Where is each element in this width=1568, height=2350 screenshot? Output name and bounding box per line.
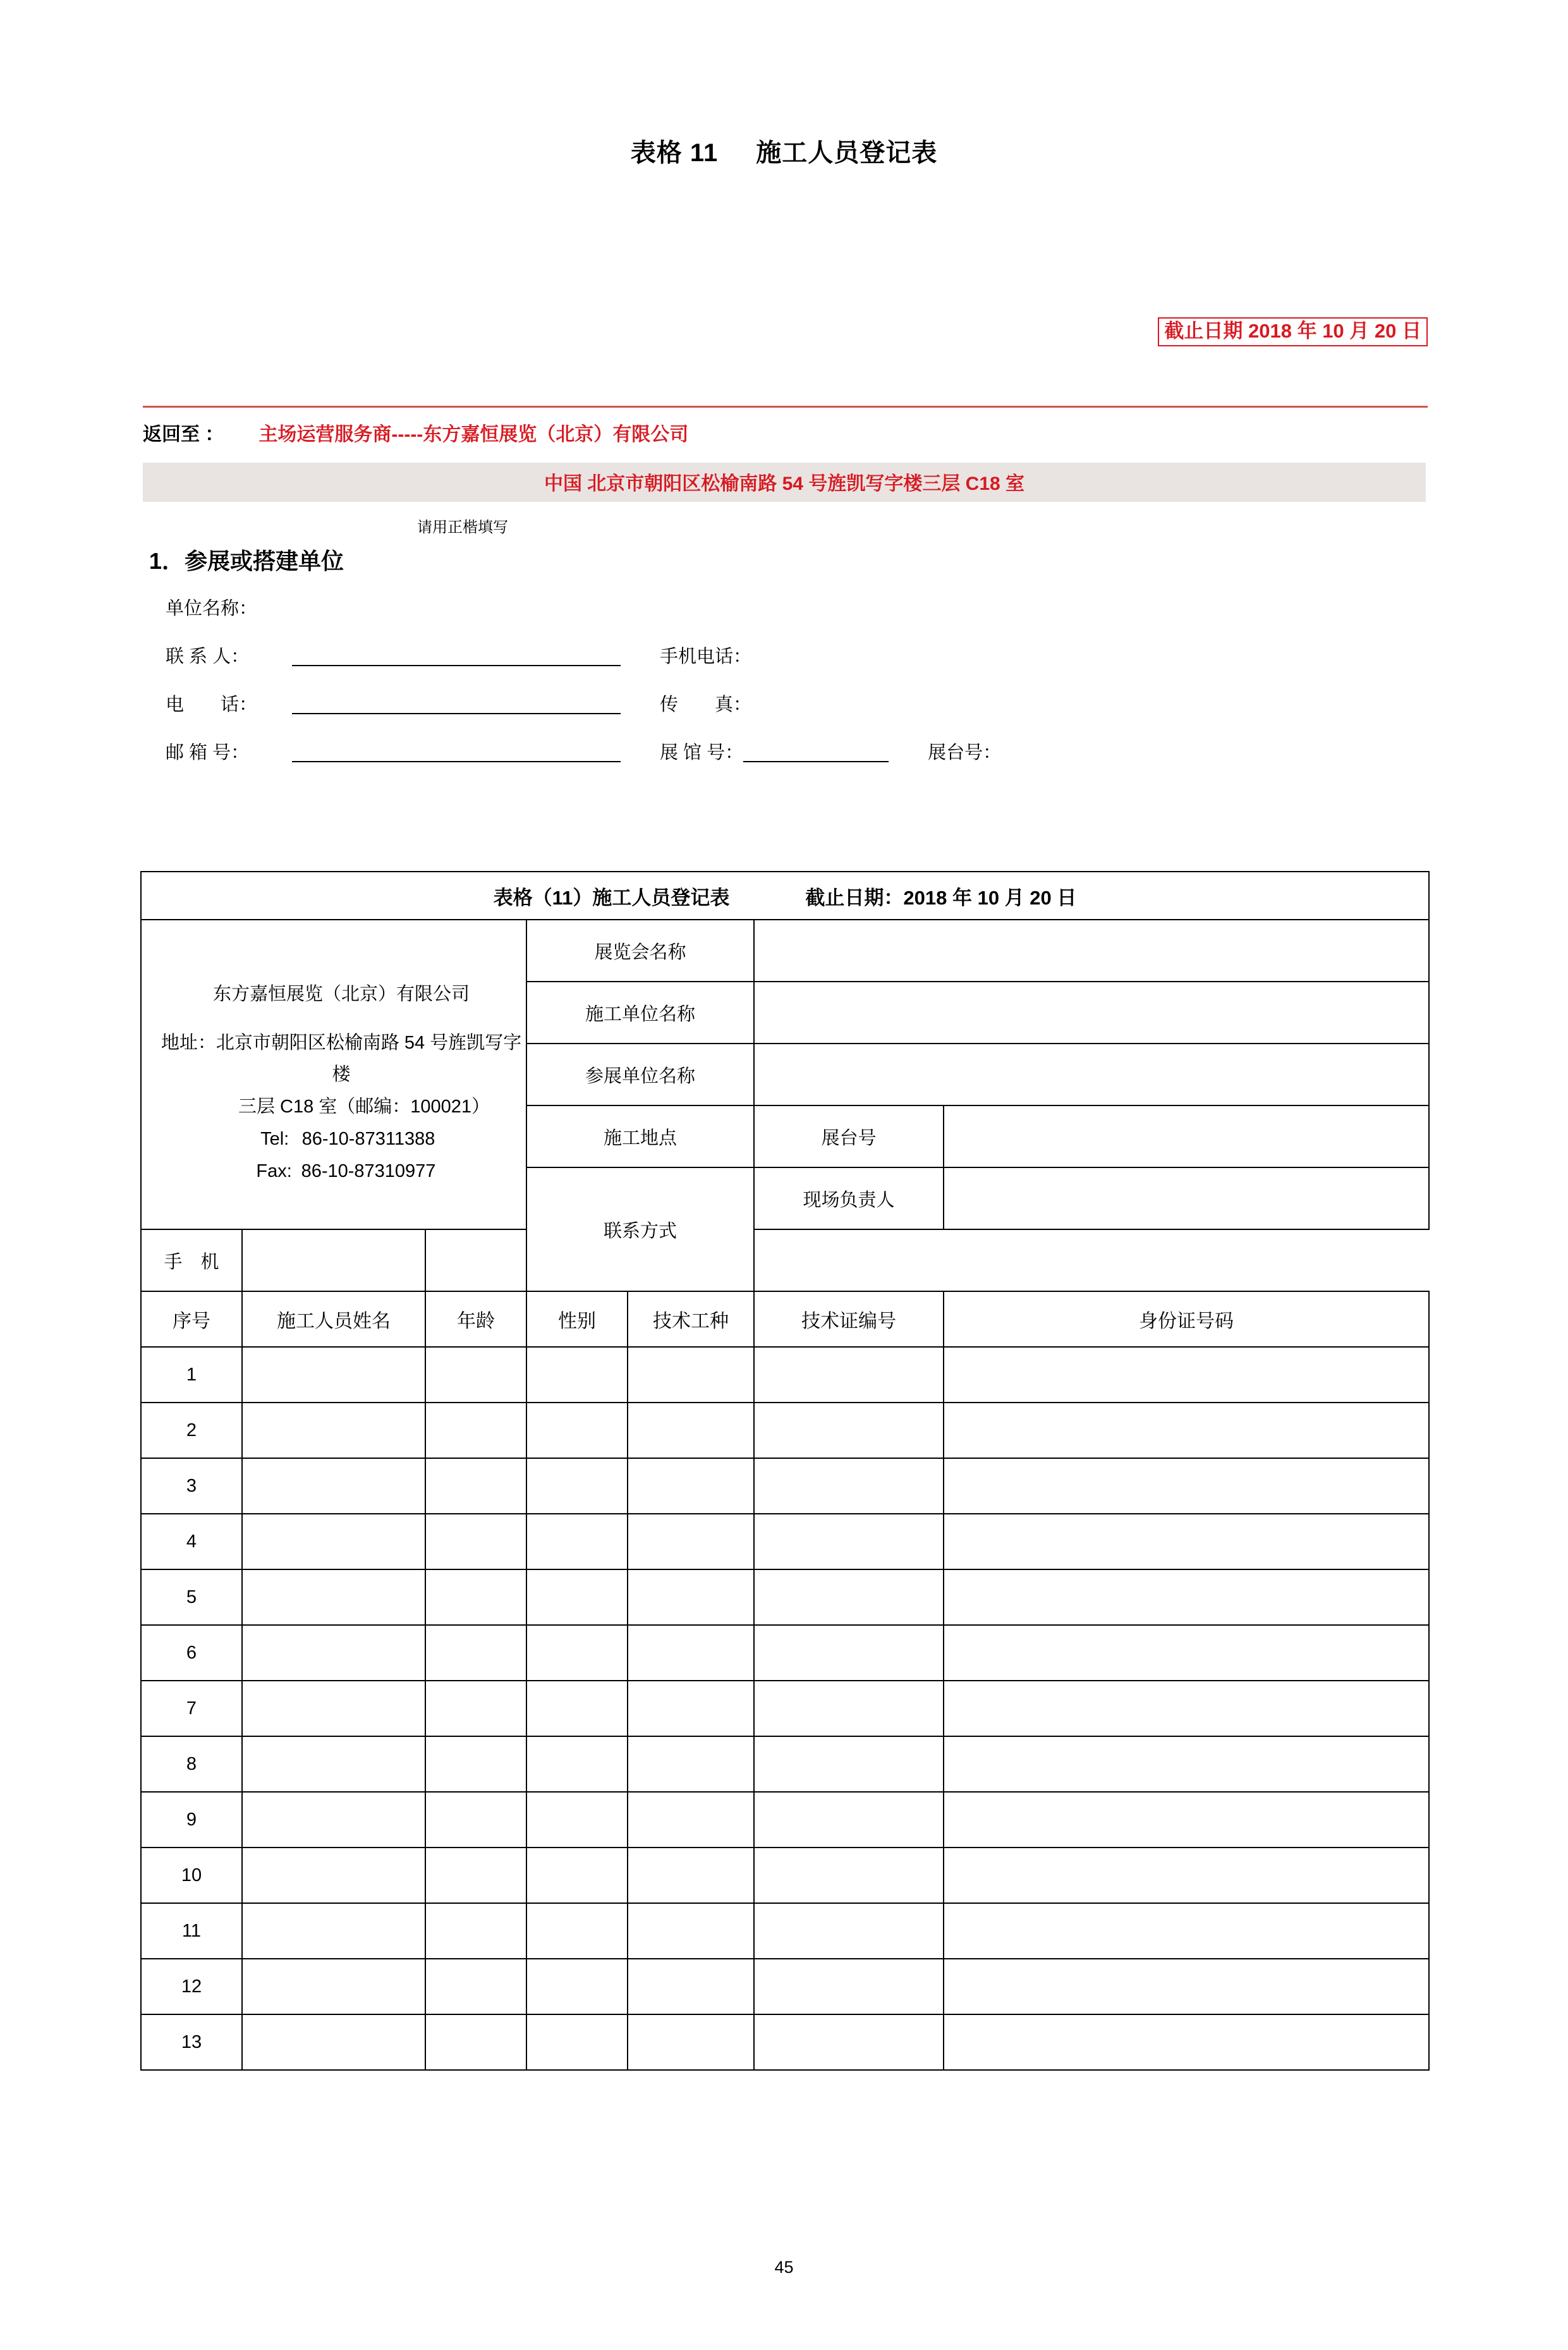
cell-age[interactable] xyxy=(425,1458,526,1514)
cell-gender[interactable] xyxy=(526,1848,628,1903)
row-no: 5 xyxy=(141,1569,242,1625)
input-email[interactable] xyxy=(292,740,621,762)
col-header-no: 序号 xyxy=(141,1291,242,1347)
company-fax-line xyxy=(157,1155,526,1188)
cell-age[interactable] xyxy=(425,1403,526,1458)
cell-name[interactable] xyxy=(242,1347,425,1403)
table-row xyxy=(141,1347,1429,1403)
cell-trade[interactable] xyxy=(628,1736,754,1792)
cell-gender[interactable] xyxy=(526,1569,628,1625)
table-row xyxy=(141,1681,1429,1736)
info-row-exhibition xyxy=(141,920,1429,982)
input-booth-no[interactable] xyxy=(944,1105,1429,1167)
cell-gender[interactable] xyxy=(526,1792,628,1848)
cell-id[interactable] xyxy=(944,1736,1429,1792)
cell-id[interactable] xyxy=(944,2014,1429,2070)
cell-name[interactable] xyxy=(242,1792,425,1848)
field-row-contact xyxy=(166,637,1001,666)
cell-id[interactable] xyxy=(944,1403,1429,1458)
section-1-fields xyxy=(166,589,1001,781)
col-header-id: 身份证号码 xyxy=(944,1291,1429,1347)
worker-registration-table xyxy=(140,871,1430,2071)
cell-name[interactable] xyxy=(242,1736,425,1792)
cell-age[interactable] xyxy=(425,1792,526,1848)
cell-id[interactable] xyxy=(944,1514,1429,1569)
cell-age[interactable] xyxy=(425,1848,526,1903)
cell-id[interactable] xyxy=(944,1903,1429,1959)
page-title-main: 施工人员登记表 xyxy=(756,139,938,167)
table-row xyxy=(141,1848,1429,1903)
cell-id[interactable] xyxy=(944,1792,1429,1848)
cell-id[interactable] xyxy=(944,1848,1429,1903)
cell-name[interactable] xyxy=(242,1625,425,1681)
col-header-gender: 性别 xyxy=(526,1291,628,1347)
field-row-email xyxy=(166,733,1001,762)
cell-age[interactable] xyxy=(425,1681,526,1736)
company-name: 东方嘉恒展览（北京）有限公司 xyxy=(212,983,470,1004)
document-page xyxy=(0,133,1568,2350)
table-row xyxy=(141,1403,1429,1458)
table-header-right: 截止日期：2018 年 10 月 20 日 xyxy=(805,886,1077,909)
cell-cert[interactable] xyxy=(754,1792,944,1848)
row-no: 3 xyxy=(141,1458,242,1514)
cell-cert[interactable] xyxy=(754,1625,944,1681)
label-booth: 展台号： xyxy=(928,743,1002,763)
cell-age[interactable] xyxy=(425,1347,526,1403)
label-manager-mobile: 手 机 xyxy=(141,1229,242,1291)
table-row xyxy=(141,1792,1429,1848)
cell-age[interactable] xyxy=(425,1625,526,1681)
company-info-cell xyxy=(141,920,526,1229)
cell-id[interactable] xyxy=(944,1458,1429,1514)
table-row xyxy=(141,1514,1429,1569)
fill-hint: 请用正楷填写 xyxy=(417,519,508,536)
row-no: 7 xyxy=(141,1681,242,1736)
company-tel-line xyxy=(157,1123,526,1155)
label-exhibitor-name: 参展单位名称 xyxy=(526,1044,754,1105)
info-row-mobile xyxy=(141,1229,1429,1291)
cell-cert[interactable] xyxy=(754,1848,944,1903)
label-hall: 展 馆 号： xyxy=(660,743,744,763)
input-contractor-name[interactable] xyxy=(754,982,1429,1044)
table-row xyxy=(141,1569,1429,1625)
field-row-tel xyxy=(166,685,1001,714)
cell-trade[interactable] xyxy=(628,2014,754,2070)
cell-name[interactable] xyxy=(242,1403,425,1458)
cell-cert[interactable] xyxy=(754,1681,944,1736)
table-row xyxy=(141,1625,1429,1681)
col-header-cert: 技术证编号 xyxy=(754,1291,944,1347)
return-to-value: 主场运营服务商-----东方嘉恒展览（北京）有限公司 xyxy=(258,424,689,445)
cell-id[interactable] xyxy=(944,1681,1429,1736)
return-to-label: 返回至 ： xyxy=(143,424,224,445)
cell-trade[interactable] xyxy=(628,1625,754,1681)
cell-trade[interactable] xyxy=(628,1514,754,1569)
return-address-band: 中国 北京市朝阳区松榆南路 54 号旌凯写字楼三层 C18 室 xyxy=(143,463,1426,502)
cell-name[interactable] xyxy=(242,1848,425,1903)
row-no: 4 xyxy=(141,1514,242,1569)
input-tel[interactable] xyxy=(292,691,621,714)
return-to-row xyxy=(143,418,1426,446)
cell-gender[interactable] xyxy=(526,1625,628,1681)
label-exhibition-name: 展览会名称 xyxy=(526,920,754,982)
cell-id[interactable] xyxy=(944,1569,1429,1625)
company-tel-value: 86-10-87311388 xyxy=(301,1128,435,1149)
table-row xyxy=(141,1903,1429,1959)
cell-gender[interactable] xyxy=(526,1514,628,1569)
row-no: 6 xyxy=(141,1625,242,1681)
row-no: 1 xyxy=(141,1347,242,1403)
row-no: 12 xyxy=(141,1959,242,2014)
cell-cert[interactable] xyxy=(754,1403,944,1458)
label-contact-method: 联系方式 xyxy=(526,1167,754,1291)
label-contractor-name: 施工单位名称 xyxy=(526,982,754,1044)
cell-id[interactable] xyxy=(944,1959,1429,2014)
deadline-badge: 截止日期 2018 年 10 月 20 日 xyxy=(1158,317,1428,346)
cell-cert[interactable] xyxy=(754,1959,944,2014)
cell-gender[interactable] xyxy=(526,1681,628,1736)
cell-gender[interactable] xyxy=(526,1458,628,1514)
row-no: 11 xyxy=(141,1903,242,1959)
cell-id[interactable] xyxy=(944,1347,1429,1403)
row-no: 2 xyxy=(141,1403,242,1458)
page-title xyxy=(0,133,1568,169)
table-row xyxy=(141,1458,1429,1514)
page-number: 45 xyxy=(774,2258,794,2277)
cell-trade[interactable] xyxy=(628,1569,754,1625)
table-row xyxy=(141,1959,1429,2014)
company-address-line2: 三层 C18 室（邮编：100021） xyxy=(238,1097,490,1117)
table-header-left: 表格（11）施工人员登记表 xyxy=(493,886,730,909)
cell-cert[interactable] xyxy=(754,1736,944,1792)
divider-rule xyxy=(143,406,1428,408)
cell-trade[interactable] xyxy=(628,1347,754,1403)
column-header-row xyxy=(141,1291,1429,1347)
cell-cert[interactable] xyxy=(754,1458,944,1514)
row-no: 10 xyxy=(141,1848,242,1903)
input-contact[interactable] xyxy=(292,643,621,666)
company-fax-value: 86-10-87310977 xyxy=(301,1160,436,1181)
cell-age[interactable] xyxy=(425,1903,526,1959)
row-no: 8 xyxy=(141,1736,242,1792)
cell-gender[interactable] xyxy=(526,1347,628,1403)
input-site-manager[interactable] xyxy=(944,1167,1429,1229)
input-manager-mobile[interactable] xyxy=(242,1229,425,1291)
cell-name[interactable] xyxy=(242,1569,425,1625)
table-header-cell xyxy=(141,872,1429,920)
company-address-line1: 地址：北京市朝阳区松榆南路 54 号旌凯写字楼 xyxy=(161,1032,522,1085)
cell-name[interactable] xyxy=(242,1903,425,1959)
cell-age[interactable] xyxy=(425,1514,526,1569)
field-row-unit-name xyxy=(166,589,1001,618)
cell-trade[interactable] xyxy=(628,1959,754,2014)
cell-gender[interactable] xyxy=(526,1736,628,1792)
col-header-age: 年龄 xyxy=(425,1291,526,1347)
cell-gender[interactable] xyxy=(526,2014,628,2070)
label-site: 施工地点 xyxy=(526,1105,754,1167)
cell-age[interactable] xyxy=(425,1569,526,1625)
cell-trade[interactable] xyxy=(628,1792,754,1848)
label-site-manager: 现场负责人 xyxy=(754,1167,944,1229)
table-header-row xyxy=(141,872,1429,920)
row-no: 9 xyxy=(141,1792,242,1848)
cell-name[interactable] xyxy=(242,1514,425,1569)
cell-age[interactable] xyxy=(425,1736,526,1792)
cell-cert[interactable] xyxy=(754,2014,944,2070)
label-email: 邮 箱 号： xyxy=(166,743,250,763)
cell-gender[interactable] xyxy=(526,1403,628,1458)
col-header-name: 施工人员姓名 xyxy=(242,1291,425,1347)
cell-age[interactable] xyxy=(425,1959,526,2014)
input-exhibition-name[interactable] xyxy=(754,920,1429,982)
label-contact: 联 系 人： xyxy=(166,647,250,667)
section-1-heading: 1．参展或搭建单位 xyxy=(149,548,344,574)
page-title-prefix: 表格 11 xyxy=(630,139,719,167)
cell-trade[interactable] xyxy=(628,1848,754,1903)
col-header-trade: 技术工种 xyxy=(628,1291,754,1347)
table-row xyxy=(141,1736,1429,1792)
cell-gender[interactable] xyxy=(526,1903,628,1959)
label-fax: 传 真： xyxy=(660,695,752,715)
cell-name[interactable] xyxy=(242,1959,425,2014)
cell-trade[interactable] xyxy=(628,1681,754,1736)
company-fax-label: Fax: xyxy=(256,1160,292,1181)
cell-id[interactable] xyxy=(944,1625,1429,1681)
deadline-banner-wrap xyxy=(1158,317,1428,346)
label-unit-name: 单位名称： xyxy=(166,599,258,619)
company-tel-label: Tel: xyxy=(260,1128,289,1149)
cell-trade[interactable] xyxy=(628,1903,754,1959)
cell-name[interactable] xyxy=(242,1681,425,1736)
label-booth-no: 展台号 xyxy=(754,1105,944,1167)
cell-cert[interactable] xyxy=(754,1514,944,1569)
cell-age[interactable] xyxy=(425,2014,526,2070)
cell-cert[interactable] xyxy=(754,1569,944,1625)
cell-trade[interactable] xyxy=(628,1458,754,1514)
cell-name[interactable] xyxy=(242,1458,425,1514)
table-row xyxy=(141,2014,1429,2070)
cell-trade[interactable] xyxy=(628,1403,754,1458)
row-no: 13 xyxy=(141,2014,242,2070)
input-exhibitor-name[interactable] xyxy=(754,1044,1429,1105)
cell-cert[interactable] xyxy=(754,1903,944,1959)
cell-cert[interactable] xyxy=(754,1347,944,1403)
input-hall[interactable] xyxy=(743,740,889,762)
cell-gender[interactable] xyxy=(526,1959,628,2014)
cell-name[interactable] xyxy=(242,2014,425,2070)
label-mobile: 手机电话： xyxy=(660,647,752,667)
label-tel: 电 话： xyxy=(166,695,258,715)
